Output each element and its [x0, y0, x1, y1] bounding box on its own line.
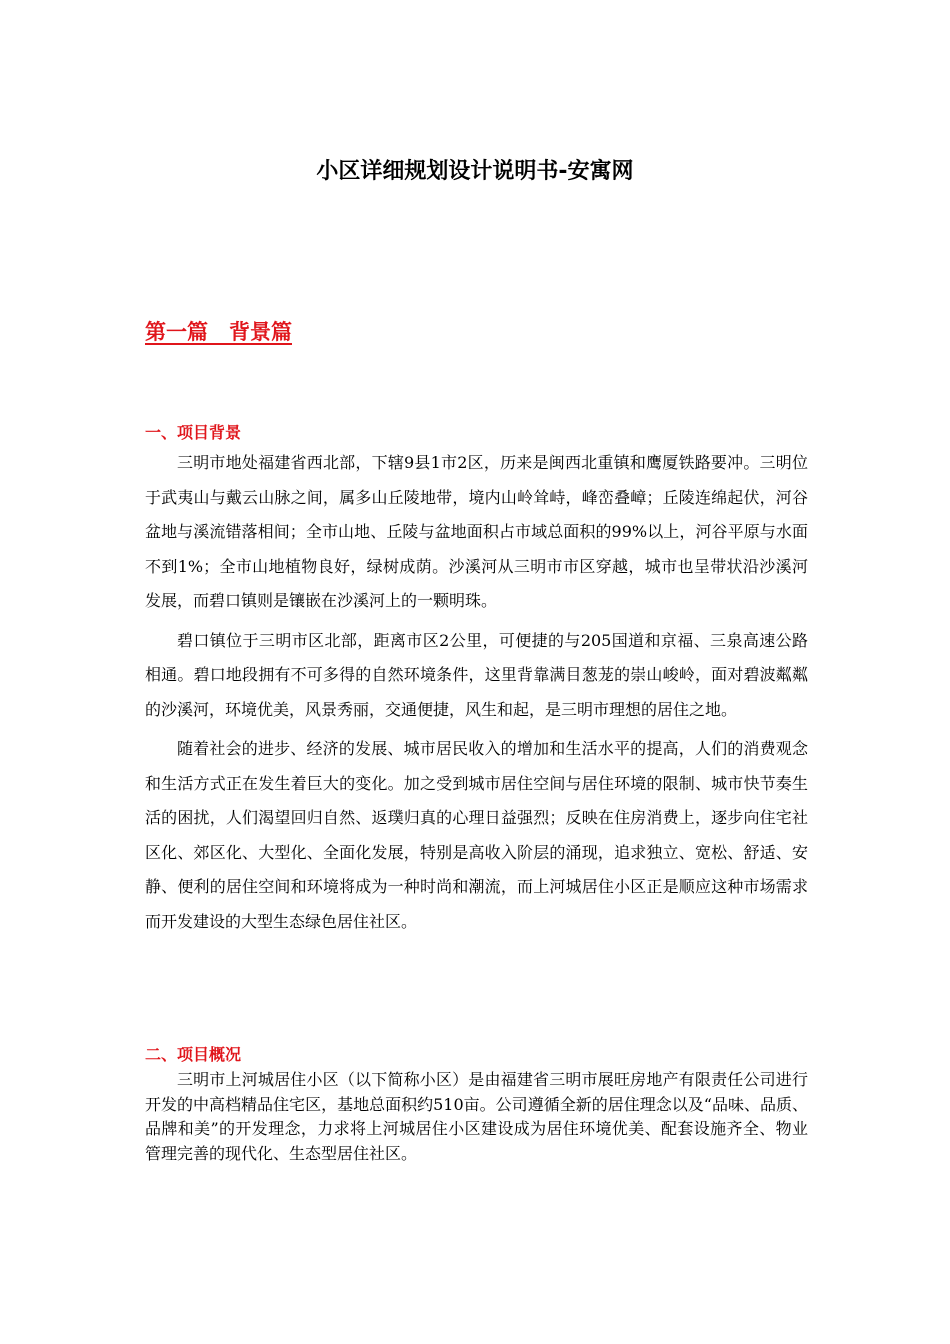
paragraph: 三明市上河城居住小区（以下简称小区）是由福建省三明市展旺房地产有限责任公司进行开发的中高档精品住宅区，基地总面积约510亩。公司遵循全新的居住理念以及“品味、品质、品牌和美”的开发理念，力求将上河城居住小区建设成为居住环境优美、配套设施齐全、物业管理完善的现代化、生态型居住社区。 — [145, 1070, 808, 1163]
part-heading: 第一篇 背景篇 — [145, 320, 292, 344]
section-heading: 二、项目概况 — [145, 1045, 242, 1064]
paragraph: 碧口镇位于三明市区北部，距离市区2公里，可便捷的与205国道和京福、三泉高速公路相通。碧口地段拥有不可多得的自然环境条件，这里背靠满目葱茏的崇山峻岭，面对碧波粼粼的沙溪河，环境优美，风景秀丽，交通便捷，风生和起，是三明市理想的居住之地。 — [145, 630, 808, 719]
section-project-overview — [145, 1042, 808, 1166]
section-project-background — [145, 420, 808, 944]
document-title: 小区详细规划设计说明书-安寓网 — [316, 159, 634, 184]
paragraph: 随着社会的进步、经济的发展、城市居民收入的增加和生活水平的提高，人们的消费观念和生活方式正在发生着巨大的变化。加之受到城市居住空间与居住环境的限制、城市快节奏生活的困扰，人们渴望回归自然、返璞归真的心理日益强烈；反映在住房消费上，逐步向住宅社区化、郊区化、大型化、全面化发展，特别是高收入阶层的涌现，追求独立、宽松、舒适、安静、便利的居住空间和环境将成为一种时尚和潮流，而上河城居住小区正是顺应这种市场需求而开发建设的大型生态绿色居住社区。 — [145, 739, 808, 931]
paragraph: 三明市地处福建省西北部，下辖9县1市2区，历来是闽西北重镇和鹰厦铁路要冲。三明位于武夷山与戴云山脉之间，属多山丘陵地带，境内山岭耸峙，峰峦叠嶂；丘陵连绵起伏，河谷盆地与溪流错落相间；全市山地、丘陵与盆地面积占市域总面积的99%以上，河谷平原与水面不到1%；全市山地植物良好，绿树成荫。沙溪河从三明市市区穿越，城市也呈带状沿沙溪河发展，而碧口镇则是镶嵌在沙溪河上的一颗明珠。 — [145, 453, 808, 610]
section-heading: 一、项目背景 — [145, 423, 242, 442]
